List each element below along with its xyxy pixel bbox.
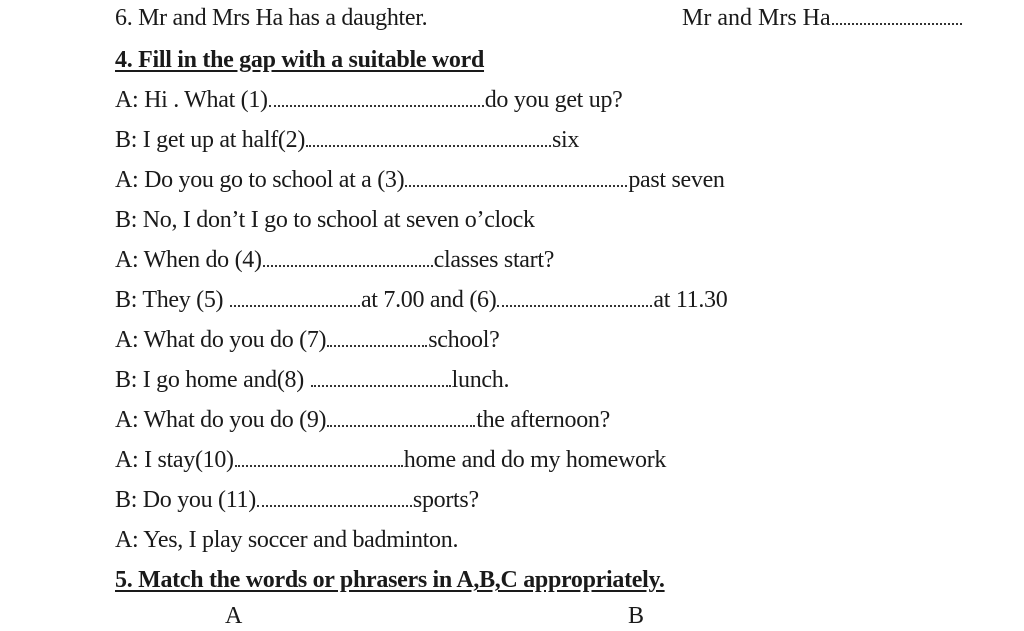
blank-9[interactable]	[327, 424, 475, 427]
blank-6b[interactable]	[497, 304, 652, 307]
line-text: classes start?	[433, 247, 555, 273]
line-text: A: When do (4)	[115, 247, 262, 273]
line-text: A: Do you go to school at a (3)	[115, 167, 405, 193]
line-text: A: What do you do (9)	[115, 407, 327, 433]
line-text: school?	[428, 327, 500, 353]
blank-10[interactable]	[235, 464, 403, 467]
question-6-answer-line	[682, 3, 963, 33]
dialogue-line-12: A: Yes, I play soccer and badminton.	[115, 527, 459, 553]
blank-6[interactable]	[832, 22, 962, 25]
dialogue-line-9	[115, 405, 610, 435]
line-text: B: Do you (11)	[115, 487, 256, 513]
blank-4[interactable]	[263, 264, 433, 267]
blank-11[interactable]	[257, 504, 412, 507]
blank-7[interactable]	[327, 344, 427, 347]
line-text: do you get up?	[484, 87, 623, 113]
blank-1[interactable]	[269, 104, 484, 107]
column-b-header: B	[628, 603, 645, 629]
dialogue-line-2	[115, 125, 579, 155]
line-text: home and do my homework	[403, 447, 667, 473]
line-text: at 7.00 and (6)	[360, 287, 497, 313]
line-text: sports?	[412, 487, 479, 513]
line-text: B: They (5)	[115, 287, 229, 313]
line-text: B: I go home and(8)	[115, 367, 310, 393]
dialogue-line-1	[115, 85, 623, 115]
question-6-answer-prefix: Mr and Mrs Ha	[682, 5, 831, 31]
blank-5[interactable]	[230, 304, 360, 307]
dialogue-line-4: B: No, I don’t I go to school at seven o’clock	[115, 207, 535, 233]
dialogue-line-10	[115, 445, 666, 475]
line-text: A: Hi . What (1)	[115, 87, 268, 113]
column-a-header: A	[225, 603, 243, 629]
dialogue-line-3	[115, 165, 725, 195]
line-text: A: What do you do (7)	[115, 327, 327, 353]
line-text: the afternoon?	[476, 407, 610, 433]
line-text: lunch.	[451, 367, 510, 393]
section-4-heading: 4. Fill in the gap with a suitable word	[115, 47, 485, 73]
line-text: A: I stay(10)	[115, 447, 234, 473]
line-text: B: I get up at half(2)	[115, 127, 306, 153]
blank-8[interactable]	[311, 384, 451, 387]
dialogue-line-8	[115, 365, 509, 395]
line-text: at 11.30	[653, 287, 728, 313]
blank-2[interactable]	[306, 144, 551, 147]
dialogue-line-5	[115, 245, 554, 275]
line-text: past seven	[628, 167, 725, 193]
line-text: six	[552, 127, 580, 153]
dialogue-line-11	[115, 485, 479, 515]
dialogue-line-6	[115, 285, 727, 315]
question-6-line	[115, 3, 427, 33]
dialogue-line-7	[115, 325, 499, 355]
blank-3[interactable]	[405, 184, 627, 187]
question-6-text: 6. Mr and Mrs Ha has a daughter.	[115, 5, 428, 31]
section-5-heading: 5. Match the words or phrasers in A,B,C appropriately.	[115, 567, 665, 593]
